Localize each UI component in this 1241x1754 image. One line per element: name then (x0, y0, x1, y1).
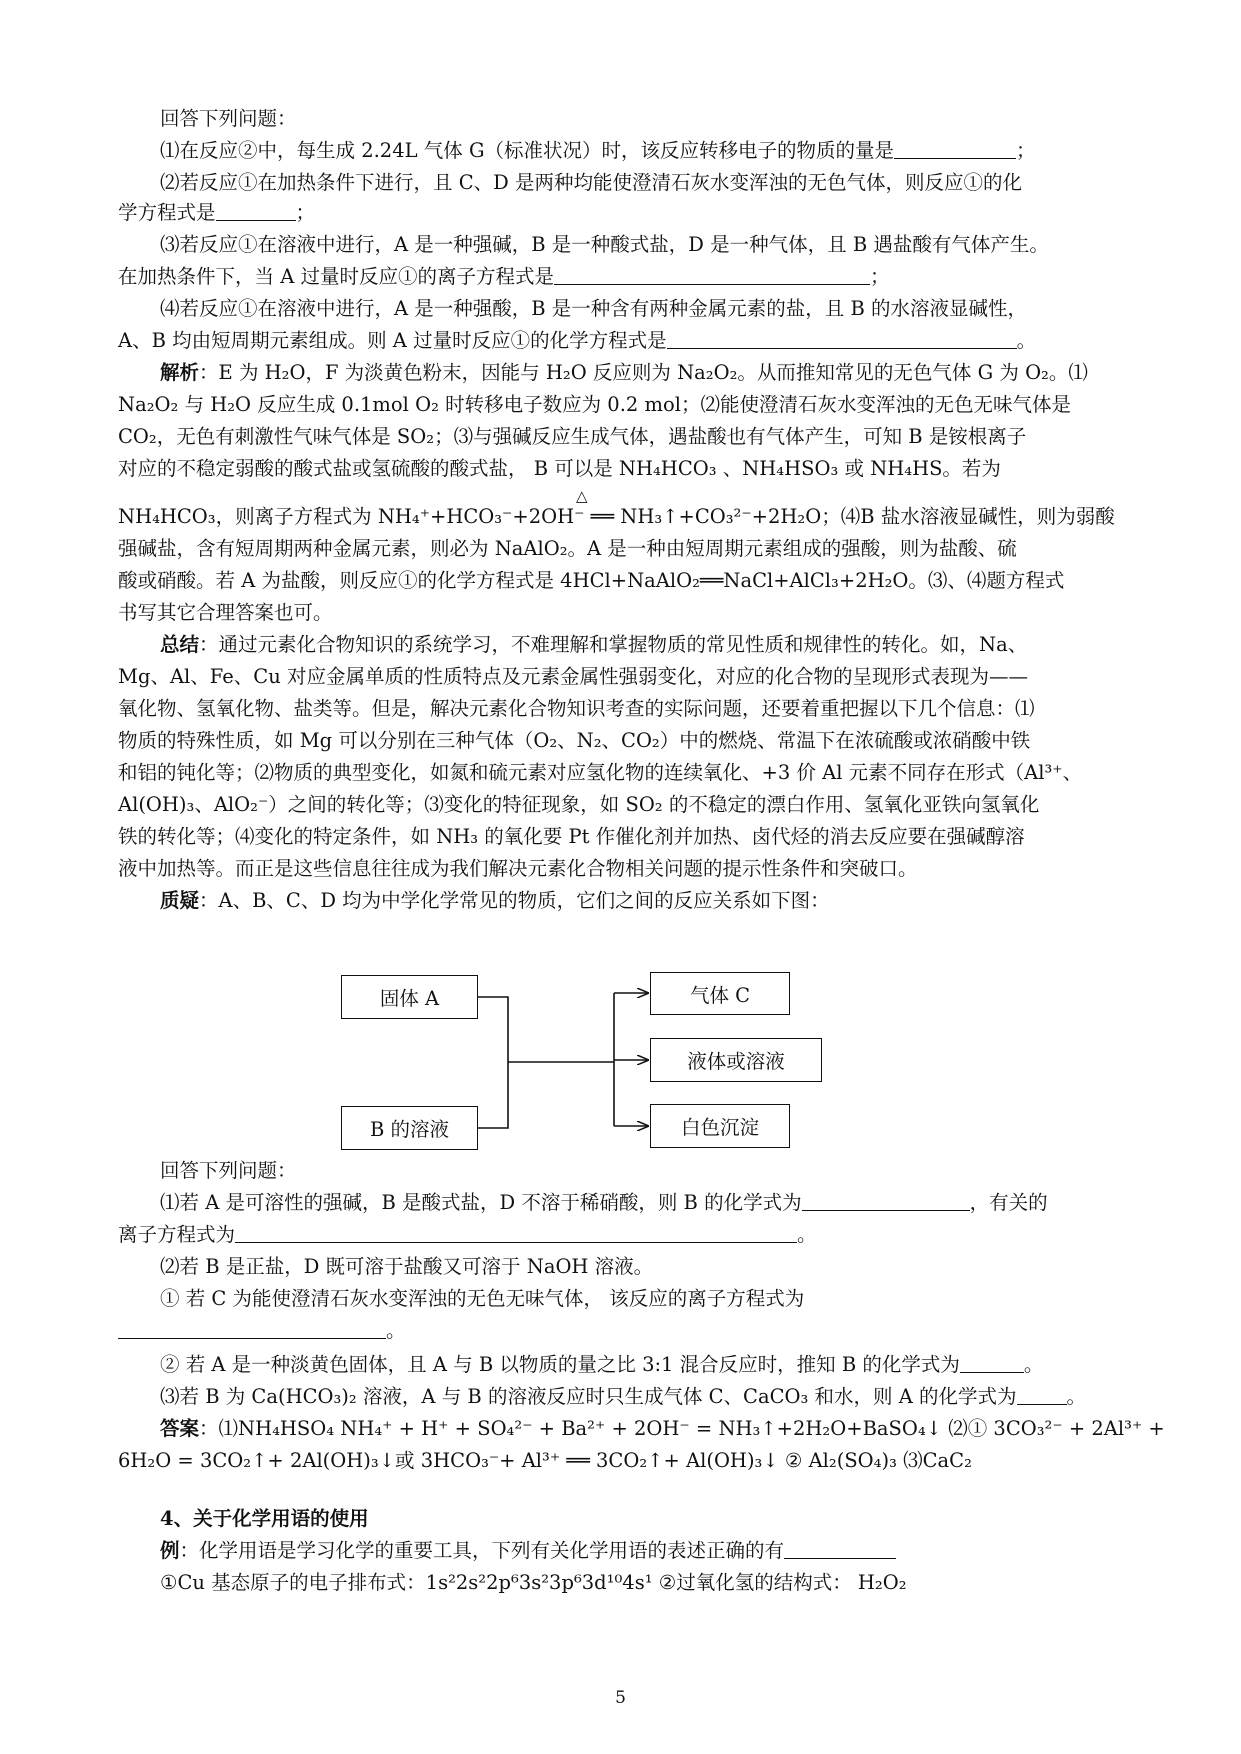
box-solid-a: 固体 A (341, 975, 478, 1019)
question-label: 质疑 (160, 889, 200, 912)
text-line: 回答下列问题： (160, 1159, 297, 1182)
text-line: 对应的不稳定弱酸的酸式盐或氢硫酸的酸式盐， B 可以是 NH₄HCO₃ 、NH₄HSO₃ 或 NH₄HS。若为 (118, 457, 1001, 480)
text-span: 。 (1016, 329, 1037, 352)
text-line: ⑵若反应①在加热条件下进行，且 C、D 是两种均能使澄清石灰水变浑浊的无色气体，则反应①的化 (160, 171, 1022, 194)
text-span: ：E 为 H₂O，F 为淡黄色粉末，因能与 H₂O 反应则为 Na₂O₂。从而推知常见的无色气体 G 为 O₂。⑴ (199, 361, 1088, 384)
text-line: 6H₂O = 3CO₂↑+ 2Al(OH)₃↓或 3HCO₃⁻+ Al³⁺ ══ 3CO₂↑+ Al(OH)₃↓ ② Al₂(SO₄)₃ ⑶CaC₂ (118, 1449, 972, 1472)
text-line: ⑵若 B 是正盐，D 既可溶于盐酸又可溶于 NaOH 溶液。 (160, 1255, 654, 1278)
text-span: ：A、B、C、D 均为中学化学常见的物质，它们之间的反应关系如下图： (199, 889, 830, 912)
box-b-solution: B 的溶液 (341, 1106, 478, 1150)
text-line: 铁的转化等；⑷变化的特定条件，如 NH₃ 的氧化要 Pt 作催化剂并加热、卤代烃的消去反应要在强碱醇溶 (118, 825, 1025, 848)
text-span: ⑴若 A 是可溶性的强碱，B 是酸式盐，D 不溶于稀硝酸，则 B 的化学式为 (160, 1191, 802, 1214)
box-liquid-or-solution: 液体或溶液 (650, 1038, 822, 1082)
text-span: ； (1016, 139, 1036, 162)
text-span: ⑶若 B 为 Ca(HCO₃)₂ 溶液，A 与 B 的溶液反应时只生成气体 C、CaCO₃ 和水，则 A 的化学式为 (160, 1385, 1017, 1408)
text-span: ：化学用语是学习化学的重要工具，下列有关化学用语的表述正确的有 (179, 1539, 785, 1562)
text-span: ，有关的 (969, 1191, 1048, 1214)
page-number: 5 (615, 1688, 626, 1708)
answer-blank[interactable] (235, 1220, 797, 1243)
text-span: ⑴在反应②中，每生成 2.24L 气体 G（标准状况）时，该反应转移电子的物质的量是 (160, 139, 895, 162)
text-span: 学方程式是 (118, 201, 216, 224)
text-span: 。 (797, 1223, 817, 1246)
text-span: ：⑴NH₄HSO₄ NH₄⁺ + H⁺ + SO₄²⁻ + Ba²⁺ + 2OH⁻ = NH₃↑+2H₂O+BaSO₄↓ ⑵① 3CO₃²⁻ + 2Al³⁺ + (199, 1417, 1165, 1440)
section-title: 4、关于化学用语的使用 (160, 1507, 369, 1530)
question-line (118, 1316, 1138, 1346)
text-line: Al(OH)₃、AlO₂⁻）之间的转化等；⑶变化的特征现象，如 SO₂ 的不稳定的漂白作用、氢氧化亚铁向氢氧化 (118, 793, 1040, 816)
text-line: ①Cu 基态原子的电子排布式：1s²2s²2p⁶3s²3p⁶3d¹⁰4s¹ ②过氧化氢的结构式： H₂O₂ (160, 1571, 907, 1594)
answer-blank[interactable] (802, 1188, 970, 1211)
input-bracket (478, 997, 508, 1128)
answer-line (160, 1414, 1180, 1444)
text-span: A、B 均由短周期元素组成。则 A 过量时反应①的化学方程式是 (118, 329, 667, 352)
summary-label: 总结 (160, 633, 200, 656)
question-line (160, 1188, 1180, 1218)
text-line: 液中加热等。而正是这些信息往往成为我们解决元素化合物相关问题的提示性条件和突破口。 (118, 857, 918, 880)
box-gas-c: 气体 C (650, 972, 790, 1015)
box-white-precipitate: 白色沉淀 (650, 1104, 790, 1148)
text-line: ① 若 C 为能使澄清石灰水变浑浊的无色无味气体， 该反应的离子方程式为 (160, 1287, 805, 1310)
text-span: 。 (1066, 1385, 1087, 1408)
text-line: 回答下列问题： (160, 107, 297, 130)
text-line: 书写其它合理答案也可。 (118, 601, 333, 624)
text-line: 氧化物、氢氧化物、盐类等。但是，解决元素化合物知识考查的实际问题，还要着重把握以下几个信息：⑴ (118, 697, 1035, 720)
text-span: 离子方程式为 (118, 1223, 236, 1246)
text-line: NH₄HCO₃，则离子方程式为 NH₄⁺+HCO₃⁻+2OH⁻ ══ NH₃↑+CO₃²⁻+2H₂O；⑷B 盐水溶液显碱性，则为弱酸 (118, 505, 1115, 528)
answer-label: 答案 (160, 1417, 200, 1440)
answer-blank[interactable] (784, 1536, 896, 1559)
text-line: 强碱盐，含有短周期两种金属元素，则必为 NaAlO₂。A 是一种由短周期元素组成的强酸，则为盐酸、硫 (118, 537, 1017, 560)
text-span: 在加热条件下，当 A 过量时反应①的离子方程式是 (118, 265, 554, 288)
text-line: ⑷若反应①在溶液中进行，A 是一种强酸，B 是一种含有两种金属元素的盐，且 B 的水溶液显碱性， (160, 297, 1028, 320)
analysis-label: 解析 (160, 361, 200, 384)
text-span: ； (295, 201, 316, 224)
text-line: CO₂，无色有刺激性气味气体是 SO₂；⑶与强碱反应生成气体，遇盐酸也有气体产生，可知 B 是铵根离子 (118, 425, 1027, 448)
text-line: ⑶若反应①在溶液中进行，A 是一种强碱，B 是一种酸式盐，D 是一种气体，且 B 遇盐酸有气体产生。 (160, 233, 1049, 256)
answer-blank[interactable] (960, 1350, 1024, 1373)
example-line (160, 1536, 1180, 1566)
example-label: 例 (160, 1539, 180, 1562)
text-line: Na₂O₂ 与 H₂O 反应生成 0.1mol O₂ 时转移电子数应为 0.2 mol；⑵能使澄清石灰水变浑浊的无色无味气体是 (118, 393, 1071, 416)
heat-symbol: △ (576, 487, 588, 505)
text-line: 物质的特殊性质，如 Mg 可以分别在三种气体（O₂、N₂、CO₂）中的燃烧、常温下在浓硫酸或浓硝酸中铁 (118, 729, 1031, 752)
text-span: ：通过元素化合物知识的系统学习，不难理解和掌握物质的常见性质和规律性的转化。如，Na、 (199, 633, 1028, 656)
answer-blank[interactable] (1017, 1382, 1067, 1405)
text-span: 。 (1023, 1353, 1044, 1376)
text-line: Mg、Al、Fe、Cu 对应金属单质的性质特点及元素金属性强弱变化，对应的化合物的呈现形式表现为—— (118, 665, 1028, 688)
answer-blank[interactable] (118, 1316, 386, 1339)
text-line: 酸或硝酸。若 A 为盐酸，则反应①的化学方程式是 4HCl+NaAlO₂══NaCl+AlCl₃+2H₂O。⑶、⑷题方程式 (118, 569, 1065, 592)
text-span: ； (869, 265, 890, 288)
text-span: ② 若 A 是一种淡黄色固体，且 A 与 B 以物质的量之比 3:1 混合反应时，推知 B 的化学式为 (160, 1353, 960, 1376)
text-span: 。 (386, 1319, 406, 1342)
question-line (160, 1382, 1180, 1412)
question-line (160, 1350, 1180, 1380)
question-line (118, 1220, 1138, 1250)
text-line: 和铝的钝化等；⑵物质的典型变化，如氮和硫元素对应氢化物的连续氧化、+3 价 Al 元素不同存在形式（Al³⁺、 (118, 761, 1083, 784)
